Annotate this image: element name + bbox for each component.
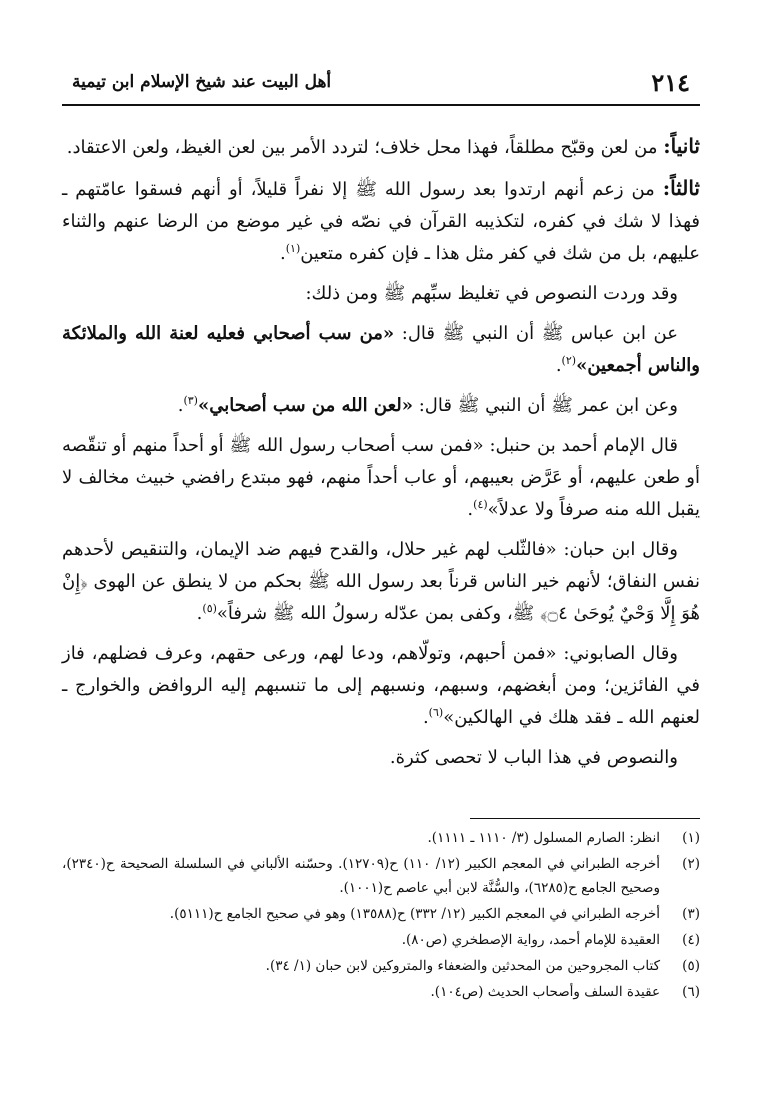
footnote-text: كتاب المجروحين من المحدثين والضعفاء والمتروكين لابن حبان (١/ ٣٤). — [265, 958, 660, 974]
page-header — [62, 62, 700, 106]
footnote-text: أخرجه الطبراني في المعجم الكبير (١٢/ ١١٠) ح(١٢٧٠٩). وحسّنه الألباني في السلسلة الصحيحة ح(٢٣٤٠)، وصحيح الجامع ح(٦٢٨٥)، والسُّنَّة لابن أبي عاصم ح(١٠٠١). — [62, 856, 660, 896]
paragraph-sabuni — [62, 638, 700, 734]
paragraph-hadith-ibn-umar — [62, 390, 700, 422]
paragraph-text: من لعن وقبّح مطلقاً، فهذا محل خلاف؛ لتردد الأمر بين لعن الغيظ، ولعن الاعتقاد. — [66, 137, 664, 158]
footnote — [62, 826, 700, 850]
paragraph-imam-ahmad — [62, 430, 700, 526]
footnote-separator — [470, 818, 700, 819]
footnote — [62, 902, 700, 926]
paragraph-end: . — [467, 499, 474, 520]
paragraph-text: من زعم أنهم ارتدوا بعد رسول الله ﷺ إلا نفراً قليلاً، أو أنهم فسقوا عامّتهم ـ فهذا لا شك في كفره، لتكذيبه القرآن في نصّه في غير موضع من الرضا عنهم والثناء عليهم، بل من شك في كفر مثل هذا ـ فإن كفره متعين — [62, 179, 700, 264]
paragraph-end: . — [177, 395, 184, 416]
hadith-quote: «من سب أصحابي فعليه لعنة الله والملائكة والناس أجمعين» — [62, 323, 700, 376]
paragraph-ibn-hibban — [62, 534, 700, 630]
footnote-number: (١) — [682, 830, 700, 846]
page-number: ٢١٤ — [651, 68, 690, 97]
paragraph-texts-intro — [62, 278, 700, 310]
footnote-ref[interactable]: (٣) — [183, 394, 198, 407]
paragraph-text: وقد وردت النصوص في تغليظ سبِّهم ﷺ ومن ذلك: — [305, 283, 678, 304]
footnote-number: (٥) — [682, 958, 700, 974]
footnote-ref[interactable]: (٦) — [428, 706, 444, 719]
footnote-ref[interactable]: (٤) — [473, 498, 488, 511]
footnote-text: العقيدة للإمام أحمد، رواية الإصطخري (ص٨٠). — [401, 932, 660, 948]
footnote-ref[interactable]: (٥) — [202, 602, 217, 615]
paragraph-end: . — [422, 707, 429, 728]
footnotes-section — [62, 826, 700, 1006]
hadith-quote: «لعن الله من سب أصحابي» — [197, 395, 413, 416]
paragraph-end: . — [196, 603, 203, 624]
paragraph-end: . — [555, 355, 562, 376]
footnote-ref[interactable]: (١) — [285, 242, 301, 255]
paragraph-thirdly — [62, 172, 700, 270]
paragraph-text: قال الإمام أحمد بن حنبل: «فمن سب أصحاب رسول الله ﷺ أو أحداً منهم أو تنقّصه أو طعن عليهم، أو عَرَّض بعيبهم، أو عاب أحداً منهم، فهو مبتدع رافضي خبيث مخالف لا يقبل الله منه صرفاً ولا عدلاً» — [62, 435, 700, 520]
footnote-number: (٣) — [682, 906, 700, 922]
paragraph-text: وقال ابن حبان: «فالثّلب لهم غير حلال، والقدح فيهم ضد الإيمان، والتنقيص لأحدهم نفس النفاق؛ لأنهم خير الناس قرناً بعد رسول الله ﷺ بحكم من لا ينطق عن الهوى ﴿إِنْ هُوَ إِلَّا وَحْيٌ يُوحَىٰ ۝٤﴾ ﷺ، وكفى بمن عدّله رسولُ الله ﷺ شرفاً» — [62, 539, 700, 624]
paragraph-text: وقال الصابوني: «فمن أحبهم، وتولّاهم، ودعا لهم، ورعى حقهم، وعرف فضلهم، فاز في الفائزين؛ ومن أبغضهم، وسبهم، ونسبهم إلى ما تنسبهم إليه الروافض والخوارج ـ لعنهم الله ـ فقد هلك في الهالكين» — [62, 643, 700, 728]
footnote-number: (٤) — [682, 932, 700, 948]
running-title: أهل البيت عند شيخ الإسلام ابن تيمية — [72, 72, 332, 92]
footnote-text: انظر: الصارم المسلول (٣/ ١١١٠ ـ ١١١١). — [427, 830, 660, 846]
footnote-number: (٢) — [682, 856, 700, 872]
footnote — [62, 852, 700, 900]
paragraph-text: والنصوص في هذا الباب لا تحصى كثرة. — [389, 747, 678, 768]
footnote — [62, 954, 700, 978]
paragraph-conclusion — [62, 742, 700, 774]
footnote-text: أخرجه الطبراني في المعجم الكبير (١٢/ ٣٣٢) ح(١٣٥٨٨) وهو في صحيح الجامع ح(٥١١١). — [169, 906, 660, 922]
paragraph-end: . — [279, 243, 286, 264]
footnote-text: عقيدة السلف وأصحاب الحديث (ص١٠٤). — [430, 984, 660, 1000]
paragraph-hadith-ibn-abbas — [62, 318, 700, 382]
footnote — [62, 928, 700, 952]
main-text — [62, 130, 700, 782]
footnote-ref[interactable]: (٢) — [561, 354, 577, 367]
footnote-number: (٦) — [682, 984, 700, 1000]
header-rule — [62, 104, 700, 106]
paragraph-text: عن ابن عباس ﷺ أن النبي ﷺ قال: — [394, 323, 679, 344]
paragraph-secondly — [62, 130, 700, 164]
paragraph-lead: ثالثاً: — [662, 176, 700, 200]
paragraph-lead: ثانياً: — [663, 134, 700, 158]
footnote — [62, 980, 700, 1004]
paragraph-text: وعن ابن عمر ﷺ أن النبي ﷺ قال: — [413, 395, 678, 416]
